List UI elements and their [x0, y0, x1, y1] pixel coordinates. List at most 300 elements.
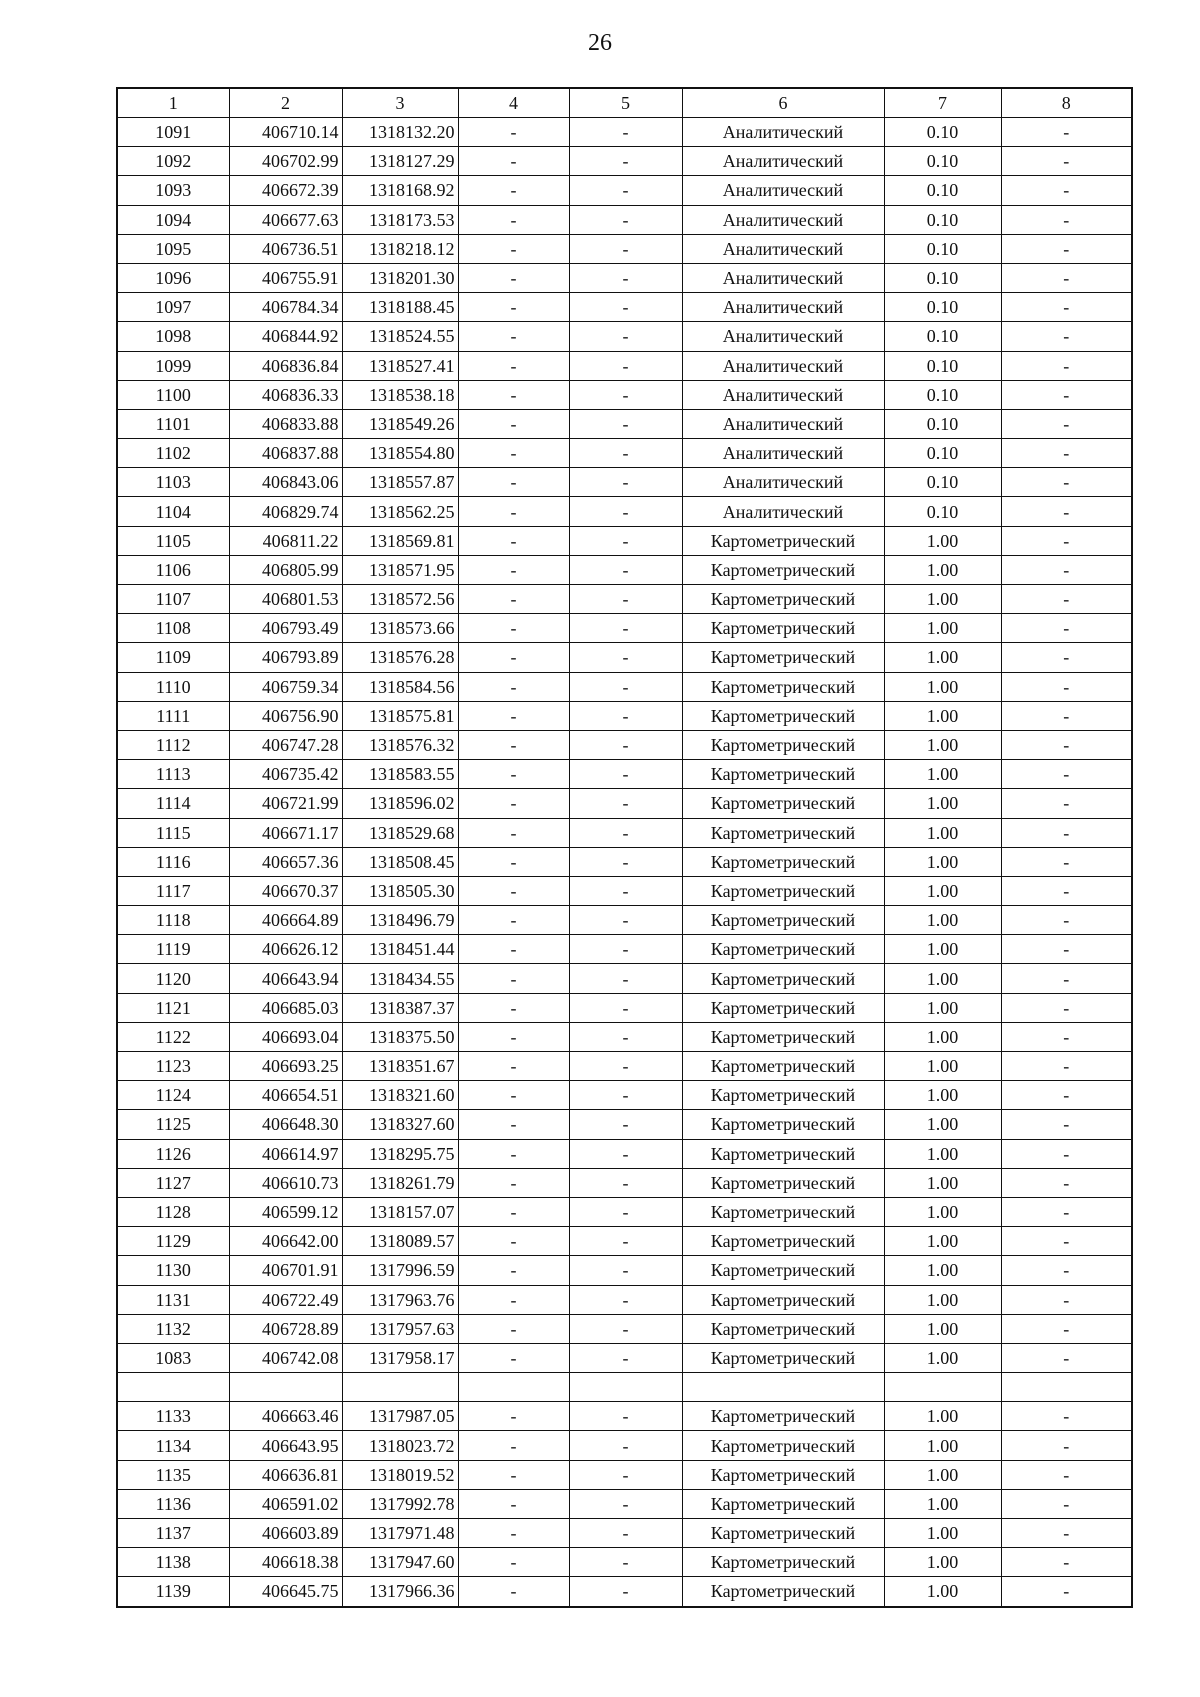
table-row: [117, 322, 1132, 351]
cell-col-8: -: [1001, 1022, 1132, 1051]
cell-y-coordinate: 1318508.45: [342, 847, 458, 876]
cell-col-5: [569, 1373, 682, 1402]
cell-accuracy: 1.00: [884, 1022, 1001, 1051]
cell-accuracy: 1.00: [884, 906, 1001, 935]
cell-y-coordinate: 1318505.30: [342, 876, 458, 905]
table-row: [117, 643, 1132, 672]
cell-col-5: -: [569, 1577, 682, 1607]
cell-method: Картометрический: [682, 1110, 884, 1139]
cell-method: Аналитический: [682, 263, 884, 292]
cell-method: Аналитический: [682, 118, 884, 147]
cell-accuracy: 0.10: [884, 351, 1001, 380]
cell-method: Аналитический: [682, 468, 884, 497]
cell-method: Картометрический: [682, 1256, 884, 1285]
table-row: [117, 439, 1132, 468]
cell-point-number: 1135: [117, 1460, 229, 1489]
cell-col-8: -: [1001, 409, 1132, 438]
cell-point-number: 1096: [117, 263, 229, 292]
cell-col-4: -: [458, 1168, 569, 1197]
cell-y-coordinate: 1318524.55: [342, 322, 458, 351]
cell-x-coordinate: 406648.30: [229, 1110, 342, 1139]
cell-y-coordinate: 1317958.17: [342, 1343, 458, 1372]
table-row: [117, 818, 1132, 847]
cell-col-4: -: [458, 993, 569, 1022]
cell-point-number: 1104: [117, 497, 229, 526]
cell-point-number: 1098: [117, 322, 229, 351]
cell-col-5: -: [569, 1431, 682, 1460]
cell-point-number: 1119: [117, 935, 229, 964]
cell-x-coordinate: 406756.90: [229, 701, 342, 730]
column-header-7: 7: [884, 88, 1001, 118]
cell-accuracy: 1.00: [884, 935, 1001, 964]
cell-y-coordinate: 1318327.60: [342, 1110, 458, 1139]
cell-method: Аналитический: [682, 176, 884, 205]
table-row: [117, 351, 1132, 380]
cell-x-coordinate: 406610.73: [229, 1168, 342, 1197]
cell-method: Картометрический: [682, 789, 884, 818]
cell-y-coordinate: 1318019.52: [342, 1460, 458, 1489]
cell-x-coordinate: 406829.74: [229, 497, 342, 526]
cell-col-8: -: [1001, 205, 1132, 234]
cell-col-5: -: [569, 1110, 682, 1139]
cell-x-coordinate: 406837.88: [229, 439, 342, 468]
cell-col-8: -: [1001, 1489, 1132, 1518]
cell-col-4: -: [458, 1285, 569, 1314]
cell-col-8: -: [1001, 789, 1132, 818]
cell-point-number: 1120: [117, 964, 229, 993]
cell-accuracy: 1.00: [884, 1314, 1001, 1343]
cell-y-coordinate: 1318188.45: [342, 293, 458, 322]
cell-x-coordinate: 406636.81: [229, 1460, 342, 1489]
cell-method: Картометрический: [682, 701, 884, 730]
cell-x-coordinate: 406670.37: [229, 876, 342, 905]
table-row: [117, 234, 1132, 263]
cell-col-8: -: [1001, 672, 1132, 701]
cell-col-5: -: [569, 1022, 682, 1051]
cell-method: Картометрический: [682, 993, 884, 1022]
cell-x-coordinate: 406672.39: [229, 176, 342, 205]
cell-col-5: -: [569, 1460, 682, 1489]
cell-col-5: -: [569, 1489, 682, 1518]
cell-x-coordinate: 406591.02: [229, 1489, 342, 1518]
cell-y-coordinate: 1318127.29: [342, 147, 458, 176]
cell-y-coordinate: 1318557.87: [342, 468, 458, 497]
cell-col-8: -: [1001, 1548, 1132, 1577]
cell-y-coordinate: 1318168.92: [342, 176, 458, 205]
cell-method: Картометрический: [682, 1052, 884, 1081]
table-row: [117, 1197, 1132, 1226]
table-row: [117, 1168, 1132, 1197]
cell-x-coordinate: 406702.99: [229, 147, 342, 176]
cell-point-number: 1132: [117, 1314, 229, 1343]
cell-x-coordinate: 406645.75: [229, 1577, 342, 1607]
cell-col-4: -: [458, 147, 569, 176]
cell-accuracy: 1.00: [884, 993, 1001, 1022]
cell-x-coordinate: 406599.12: [229, 1197, 342, 1226]
cell-x-coordinate: 406722.49: [229, 1285, 342, 1314]
cell-x-coordinate: 406836.84: [229, 351, 342, 380]
table-row: [117, 701, 1132, 730]
cell-method: Аналитический: [682, 439, 884, 468]
cell-col-8: -: [1001, 1285, 1132, 1314]
cell-point-number: 1112: [117, 730, 229, 759]
cell-accuracy: 1.00: [884, 701, 1001, 730]
table-row: [117, 730, 1132, 759]
cell-method: Аналитический: [682, 293, 884, 322]
table-row: [117, 497, 1132, 526]
cell-col-5: -: [569, 205, 682, 234]
cell-point-number: 1083: [117, 1343, 229, 1372]
table-row: [117, 1314, 1132, 1343]
table-row: [117, 1519, 1132, 1548]
cell-col-4: -: [458, 876, 569, 905]
cell-col-4: -: [458, 205, 569, 234]
cell-point-number: 1105: [117, 526, 229, 555]
cell-y-coordinate: 1317996.59: [342, 1256, 458, 1285]
table-row: [117, 205, 1132, 234]
cell-point-number: 1115: [117, 818, 229, 847]
cell-y-coordinate: 1318387.37: [342, 993, 458, 1022]
cell-col-8: -: [1001, 1519, 1132, 1548]
table-row: [117, 760, 1132, 789]
cell-col-8: -: [1001, 935, 1132, 964]
cell-y-coordinate: 1318572.56: [342, 585, 458, 614]
cell-accuracy: 1.00: [884, 1081, 1001, 1110]
cell-x-coordinate: 406614.97: [229, 1139, 342, 1168]
cell-method: Картометрический: [682, 1139, 884, 1168]
cell-method: Аналитический: [682, 409, 884, 438]
cell-accuracy: 0.10: [884, 497, 1001, 526]
cell-point-number: 1094: [117, 205, 229, 234]
cell-col-4: -: [458, 1139, 569, 1168]
cell-col-5: -: [569, 147, 682, 176]
cell-col-8: -: [1001, 293, 1132, 322]
cell-col-5: -: [569, 643, 682, 672]
cell-x-coordinate: 406735.42: [229, 760, 342, 789]
cell-accuracy: 1.00: [884, 964, 1001, 993]
cell-col-4: -: [458, 964, 569, 993]
cell-x-coordinate: 406801.53: [229, 585, 342, 614]
cell-col-4: -: [458, 380, 569, 409]
table-row: [117, 526, 1132, 555]
cell-method: Картометрический: [682, 1519, 884, 1548]
cell-accuracy: 1.00: [884, 1343, 1001, 1372]
cell-method: Картометрический: [682, 585, 884, 614]
cell-x-coordinate: 406657.36: [229, 847, 342, 876]
cell-col-5: -: [569, 351, 682, 380]
cell-y-coordinate: 1318562.25: [342, 497, 458, 526]
column-header-2: 2: [229, 88, 342, 118]
cell-accuracy: 0.10: [884, 380, 1001, 409]
cell-col-8: -: [1001, 176, 1132, 205]
column-header-1: 1: [117, 88, 229, 118]
cell-col-4: -: [458, 468, 569, 497]
table-row: [117, 263, 1132, 292]
cell-x-coordinate: 406793.49: [229, 614, 342, 643]
cell-method: Аналитический: [682, 380, 884, 409]
cell-col-4: -: [458, 1256, 569, 1285]
table-row: [117, 468, 1132, 497]
cell-point-number: 1091: [117, 118, 229, 147]
cell-col-8: [1001, 1373, 1132, 1402]
cell-accuracy: 1.00: [884, 1256, 1001, 1285]
cell-x-coordinate: 406728.89: [229, 1314, 342, 1343]
cell-col-8: -: [1001, 906, 1132, 935]
cell-col-8: -: [1001, 526, 1132, 555]
cell-method: Картометрический: [682, 1197, 884, 1226]
cell-point-number: 1116: [117, 847, 229, 876]
cell-col-5: -: [569, 1168, 682, 1197]
cell-col-5: -: [569, 993, 682, 1022]
cell-accuracy: 0.10: [884, 263, 1001, 292]
table-row: [117, 1343, 1132, 1372]
cell-col-4: -: [458, 263, 569, 292]
cell-x-coordinate: 406805.99: [229, 555, 342, 584]
cell-point-number: 1092: [117, 147, 229, 176]
cell-y-coordinate: 1318261.79: [342, 1168, 458, 1197]
coordinates-table: [116, 87, 1133, 1608]
cell-x-coordinate: 406811.22: [229, 526, 342, 555]
cell-point-number: 1138: [117, 1548, 229, 1577]
cell-x-coordinate: 406685.03: [229, 993, 342, 1022]
cell-x-coordinate: 406833.88: [229, 409, 342, 438]
cell-y-coordinate: 1318583.55: [342, 760, 458, 789]
cell-method: Аналитический: [682, 147, 884, 176]
table-body: [117, 118, 1132, 1607]
cell-y-coordinate: 1318023.72: [342, 1431, 458, 1460]
cell-col-8: -: [1001, 1577, 1132, 1607]
cell-accuracy: 0.10: [884, 409, 1001, 438]
cell-method: Картометрический: [682, 935, 884, 964]
cell-x-coordinate: 406721.99: [229, 789, 342, 818]
cell-col-8: -: [1001, 1052, 1132, 1081]
cell-point-number: 1127: [117, 1168, 229, 1197]
table-row: [117, 1460, 1132, 1489]
cell-method: Картометрический: [682, 1285, 884, 1314]
cell-col-5: -: [569, 1519, 682, 1548]
cell-col-5: -: [569, 380, 682, 409]
cell-col-5: -: [569, 730, 682, 759]
table-row: [117, 1139, 1132, 1168]
cell-accuracy: 1.00: [884, 614, 1001, 643]
cell-point-number: 1107: [117, 585, 229, 614]
cell-point-number: 1128: [117, 1197, 229, 1226]
cell-col-5: -: [569, 876, 682, 905]
cell-col-5: -: [569, 760, 682, 789]
cell-y-coordinate: 1318434.55: [342, 964, 458, 993]
cell-method: Картометрический: [682, 1577, 884, 1607]
cell-col-5: -: [569, 497, 682, 526]
cell-point-number: 1099: [117, 351, 229, 380]
page-number: 26: [588, 30, 612, 56]
cell-x-coordinate: 406663.46: [229, 1402, 342, 1431]
cell-accuracy: 1.00: [884, 1489, 1001, 1518]
cell-method: Картометрический: [682, 818, 884, 847]
table-row: [117, 585, 1132, 614]
cell-accuracy: 1.00: [884, 1168, 1001, 1197]
cell-accuracy: 1.00: [884, 1052, 1001, 1081]
cell-x-coordinate: 406793.89: [229, 643, 342, 672]
cell-col-5: -: [569, 585, 682, 614]
cell-method: Картометрический: [682, 555, 884, 584]
cell-col-5: -: [569, 234, 682, 263]
cell-point-number: 1113: [117, 760, 229, 789]
cell-col-8: -: [1001, 1460, 1132, 1489]
cell-col-5: -: [569, 1081, 682, 1110]
cell-col-4: -: [458, 614, 569, 643]
cell-y-coordinate: 1318576.28: [342, 643, 458, 672]
cell-col-5: -: [569, 1139, 682, 1168]
cell-x-coordinate: 406844.92: [229, 322, 342, 351]
cell-method: Картометрический: [682, 760, 884, 789]
cell-col-8: -: [1001, 234, 1132, 263]
cell-col-8: -: [1001, 1197, 1132, 1226]
cell-x-coordinate: 406747.28: [229, 730, 342, 759]
cell-col-8: -: [1001, 876, 1132, 905]
cell-accuracy: 0.10: [884, 234, 1001, 263]
table-row: [117, 847, 1132, 876]
cell-x-coordinate: 406843.06: [229, 468, 342, 497]
cell-col-5: -: [569, 964, 682, 993]
cell-point-number: 1118: [117, 906, 229, 935]
cell-col-5: -: [569, 1314, 682, 1343]
cell-col-5: -: [569, 1343, 682, 1372]
cell-point-number: 1139: [117, 1577, 229, 1607]
cell-accuracy: 0.10: [884, 176, 1001, 205]
table-row: [117, 409, 1132, 438]
cell-accuracy: 0.10: [884, 118, 1001, 147]
cell-y-coordinate: 1318538.18: [342, 380, 458, 409]
cell-method: Картометрический: [682, 614, 884, 643]
cell-col-4: -: [458, 293, 569, 322]
cell-y-coordinate: 1318295.75: [342, 1139, 458, 1168]
cell-method: Картометрический: [682, 1460, 884, 1489]
cell-col-5: -: [569, 1256, 682, 1285]
cell-y-coordinate: 1317963.76: [342, 1285, 458, 1314]
cell-col-5: -: [569, 1227, 682, 1256]
cell-method: Картометрический: [682, 672, 884, 701]
cell-point-number: 1137: [117, 1519, 229, 1548]
table-row: [117, 964, 1132, 993]
cell-col-5: -: [569, 1548, 682, 1577]
table-row: [117, 1548, 1132, 1577]
cell-accuracy: 1.00: [884, 1519, 1001, 1548]
cell-method: Картометрический: [682, 964, 884, 993]
cell-accuracy: [884, 1373, 1001, 1402]
cell-col-5: -: [569, 322, 682, 351]
cell-point-number: 1114: [117, 789, 229, 818]
cell-y-coordinate: 1318132.20: [342, 118, 458, 147]
cell-col-5: -: [569, 409, 682, 438]
table-row: [117, 1022, 1132, 1051]
cell-method: Аналитический: [682, 497, 884, 526]
cell-accuracy: 1.00: [884, 847, 1001, 876]
cell-col-4: -: [458, 555, 569, 584]
cell-method: Картометрический: [682, 1314, 884, 1343]
cell-col-4: -: [458, 643, 569, 672]
cell-x-coordinate: 406643.94: [229, 964, 342, 993]
table-row: [117, 672, 1132, 701]
cell-accuracy: 1.00: [884, 1460, 1001, 1489]
cell-col-8: -: [1001, 322, 1132, 351]
cell-point-number: 1097: [117, 293, 229, 322]
cell-col-8: -: [1001, 614, 1132, 643]
cell-accuracy: 1.00: [884, 526, 1001, 555]
cell-accuracy: 0.10: [884, 293, 1001, 322]
cell-col-5: -: [569, 555, 682, 584]
cell-col-5: -: [569, 1052, 682, 1081]
cell-method: Картометрический: [682, 526, 884, 555]
cell-col-8: -: [1001, 1227, 1132, 1256]
cell-col-5: -: [569, 614, 682, 643]
cell-col-8: -: [1001, 847, 1132, 876]
cell-col-8: -: [1001, 1110, 1132, 1139]
cell-accuracy: 1.00: [884, 1139, 1001, 1168]
cell-point-number: 1103: [117, 468, 229, 497]
cell-y-coordinate: 1317992.78: [342, 1489, 458, 1518]
cell-method: [682, 1373, 884, 1402]
cell-accuracy: 1.00: [884, 730, 1001, 759]
table-row: [117, 380, 1132, 409]
cell-x-coordinate: 406642.00: [229, 1227, 342, 1256]
table-header-row: [117, 88, 1132, 118]
cell-accuracy: 1.00: [884, 789, 1001, 818]
table-row: [117, 1402, 1132, 1431]
table-row: [117, 906, 1132, 935]
column-header-8: 8: [1001, 88, 1132, 118]
cell-point-number: 1106: [117, 555, 229, 584]
cell-col-4: -: [458, 1052, 569, 1081]
cell-col-4: -: [458, 672, 569, 701]
cell-accuracy: 0.10: [884, 205, 1001, 234]
cell-x-coordinate: 406755.91: [229, 263, 342, 292]
cell-y-coordinate: 1318584.56: [342, 672, 458, 701]
cell-x-coordinate: 406677.63: [229, 205, 342, 234]
cell-col-8: -: [1001, 993, 1132, 1022]
cell-method: Картометрический: [682, 1022, 884, 1051]
cell-y-coordinate: [342, 1373, 458, 1402]
cell-col-4: -: [458, 789, 569, 818]
cell-col-5: -: [569, 906, 682, 935]
cell-accuracy: 0.10: [884, 439, 1001, 468]
cell-point-number: 1131: [117, 1285, 229, 1314]
cell-col-4: -: [458, 1577, 569, 1607]
cell-col-8: -: [1001, 1314, 1132, 1343]
cell-col-4: -: [458, 1227, 569, 1256]
cell-point-number: 1122: [117, 1022, 229, 1051]
cell-y-coordinate: 1318496.79: [342, 906, 458, 935]
table-row: [117, 1431, 1132, 1460]
cell-accuracy: 1.00: [884, 1577, 1001, 1607]
cell-y-coordinate: 1318089.57: [342, 1227, 458, 1256]
cell-method: Аналитический: [682, 205, 884, 234]
cell-method: Картометрический: [682, 1081, 884, 1110]
cell-col-4: -: [458, 1489, 569, 1518]
cell-accuracy: 1.00: [884, 1548, 1001, 1577]
cell-x-coordinate: 406742.08: [229, 1343, 342, 1372]
cell-y-coordinate: 1318569.81: [342, 526, 458, 555]
cell-method: Картометрический: [682, 1227, 884, 1256]
cell-point-number: 1095: [117, 234, 229, 263]
cell-col-4: -: [458, 760, 569, 789]
cell-method: Картометрический: [682, 643, 884, 672]
cell-col-4: -: [458, 1110, 569, 1139]
cell-accuracy: 1.00: [884, 672, 1001, 701]
cell-accuracy: 1.00: [884, 760, 1001, 789]
cell-method: Картометрический: [682, 1489, 884, 1518]
cell-col-8: -: [1001, 555, 1132, 584]
cell-x-coordinate: 406784.34: [229, 293, 342, 322]
